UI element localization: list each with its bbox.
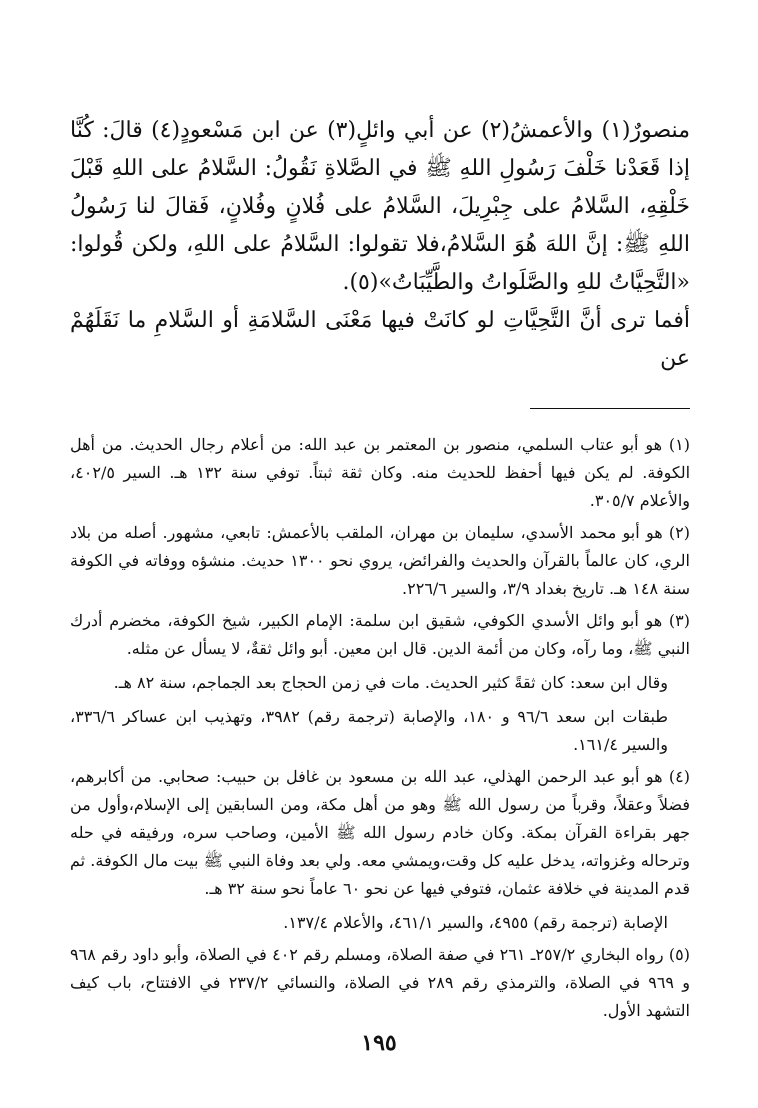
footnote-4: (٤) هو أبو عبد الرحمن الهذلي، عبد الله بن مسعود بن غافل بن حبيب: صحابي. من أكابرهم، فضلاً وعقلاً، وقرباً من رسول الله ﷺ وهو من أهل مكة، ومن السابقين إلى الإسلام،وأول من جهر بقراءة القرآن بمكة. وكان خادم رسول الله ﷺ الأمين، وصاحب سره، ورفيقه في حله وترحاله وغزواته، يدخل عليه كل وقت،ويمشي معه. ولي بعد وفاة النبي ﷺ بيت مال الكوفة. ثم قدم المدينة في خلافة عثمان، فتوفي فيها عن نحو ٦٠ عاماً نحو سنة ٣٢ هـ. (70, 767, 690, 898)
main-text (70, 112, 690, 378)
footnote-separator (530, 408, 690, 409)
footnote-3-sources: طبقات ابن سعد ٩٦/٦ و ١٨٠، والإصابة (ترجمة رقم) ٣٩٨٢، وتهذيب ابن عساكر ٣٣٦/٦، والسير ١٦١/٤. (70, 707, 669, 754)
page-body (70, 112, 690, 1029)
footnote-5: (٥) رواه البخاري ٢٥٧/٢ـ ٢٦١ في صفة الصلاة، ومسلم رقم ٤٠٢ في الصلاة، وأبو داود رقم ٩٦٨ و ٩٦٩ في الصلاة، والترمذي رقم ٢٨٩ في الصلاة، والنسائي ٢٣٧/٢ في الافتتاح، باب كيف التشهد الأول. (70, 945, 691, 1020)
footnote-3: (٣) هو أبو وائل الأسدي الكوفي، شقيق ابن سلمة: الإمام الكبير، شيخ الكوفة، مخضرم أدرك النبي ﷺ، وما رآه، وكان من أئمة الدين. قال ابن معين. أبو وائل ثقةٌ، لا يسأل عن مثله. (70, 611, 690, 658)
main-paragraph: منصورٌ(١) والأعمشُ(٢) عن أبي وائلٍ(٣) عن ابن مَسْعودٍ(٤) قالَ: كُنَّا إذا قَعَدْنا خَلْفَ رَسُولِ اللهِ ﷺ في الصَّلاةِ نَقُولُ: السَّلامُ على اللهِ قَبْلَ خَلْقِهِ، السَّلامُ على جِبْرِيلَ، السَّلامُ على فُلانٍ وفُلانٍ، فَقالَ لنا رَسُولُ اللهِ ﷺ: إنَّ اللهَ هُوَ السَّلامُ،فلا تقولوا: السَّلامُ على اللهِ، ولكن قُولوا: «التَّحِيَّاتُ للهِ والصَّلَواتُ والطَّيِّبَاتُ»(٥). (70, 118, 690, 295)
footnote-4-sources: الإصابة (ترجمة رقم) ٤٩٥٥، والسير ٤٦١/١، والأعلام ١٣٧/٤. (283, 913, 668, 932)
footnotes (70, 431, 690, 1025)
footnote-3-extra: وقال ابن سعد: كان ثقةً كثير الحديث. مات في زمن الحجاج بعد الجماجم، سنة ٨٢ هـ. (113, 673, 668, 692)
footnote-1: (١) هو أبو عتاب السلمي، منصور بن المعتمر بن عبد الله: من أعلام رجال الحديث. من أهل الكوفة. لم يكن فيها أحفظ للحديث منه. وكان ثقة ثبتاً. توفي سنة ١٣٢ هـ. السير ٤٠٢/٥، والأعلام ٣٠٥/٧. (70, 435, 691, 510)
page-number: ١٩٥ (361, 1030, 397, 1056)
main-paragraph: أفما ترى أنَّ التَّحِيَّاتِ لو كانَتْ فيها مَعْنَى السَّلامَةِ أو السَّلامِ ما نَقَلَهُمْ عن (70, 308, 690, 371)
footnote-2: (٢) هو أبو محمد الأسدي، سليمان بن مهران، الملقب بالأعمش: تابعي، مشهور. أصله من بلاد الري، كان عالماً بالقرآن والحديث والفرائض، يروي نحو ١٣٠٠ حديث. منشؤه ووفاته في الكوفة سنة ١٤٨ هـ. تاريخ بغداد ٣/٩، والسير ٢٢٦/٦. (70, 523, 690, 598)
